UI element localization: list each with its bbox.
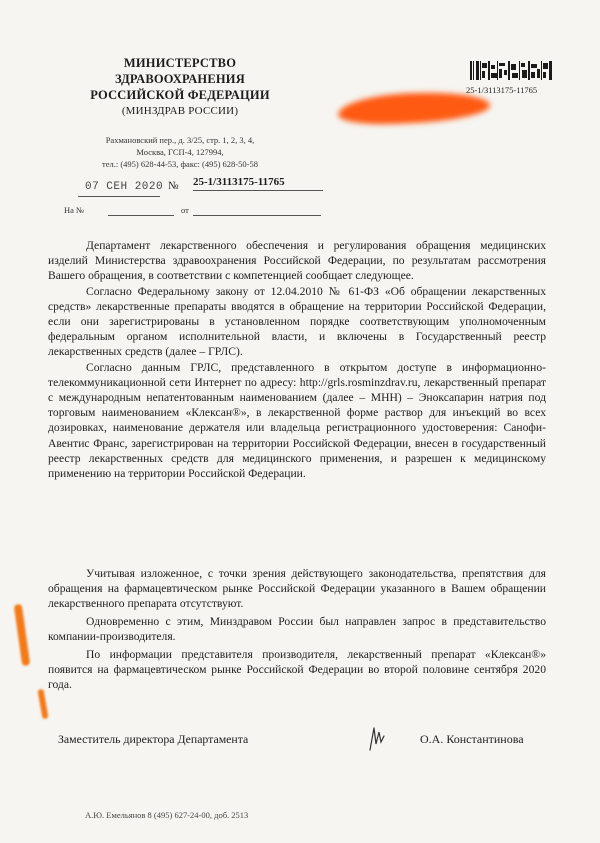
reply-to-label: На № <box>64 205 85 215</box>
executor-contact: А.Ю. Емельянов 8 (495) 627-24-00, доб. 2513 <box>85 810 249 820</box>
paragraph-3: Согласно данным ГРЛС, представленного в открытом доступе в информационно-телекоммуникационной сети Интернет по адресу: http://grls.rosminzdrav.ru, лекарственный препарат с международным непатентованным наименованием (далее – МНН) – Эноксапарин натрия под торговым наименованием «Клексан®», в лекарственной форме раствор для инъекций во всех дозировках, наименование держателя или владельца регистрационного удостоверения: Санофи-Авентис Франс, зарегистрирован на территории Российской Федерации, внесен в государственный реестр лекарственных средств для медицинского применения, и разрешен к медицинскому применению на территории Российской Федерации. <box>48 360 546 481</box>
header-line-1: МИНИСТЕРСТВО <box>123 56 237 70</box>
handwritten-signature <box>366 722 388 752</box>
signatory-position: Заместитель директора Департамента <box>58 732 249 746</box>
letter-body-info <box>48 647 546 693</box>
header-line-2: ЗДРАВООХРАНЕНИЯ <box>115 72 245 86</box>
paragraph-4: Учитывая изложенное, с точки зрения действующего законодательства, препятствия для обращения на фармацевтическом рынке Российской Федерации указанного в Вашем обращении лекарственного препарата отсутствуют. <box>48 567 546 611</box>
highlight-marker-stroke <box>14 604 31 667</box>
paragraph-5: Одновременно с этим, Минздравом России был направлен запрос в представительство компании-производителя. <box>48 615 546 644</box>
reply-date-line <box>193 215 321 216</box>
barcode-image <box>470 61 552 80</box>
barcode-number: 25-1/3113175-11765 <box>466 85 538 95</box>
outgoing-date: 07 СЕН 2020 <box>85 181 164 193</box>
highlight-marker-stroke-small <box>37 689 48 720</box>
outgoing-number: 25-1/3113175-11765 <box>193 176 323 191</box>
paragraph-2: Согласно Федеральному закону от 12.04.2010 № 61-ФЗ «Об обращении лекарственных средств» лекарственные препараты вводятся в обращение на территории Российской Федерации, если они зарегистрированы в установленном порядке соответствующим уполномоченным федеральным органом исполнительной власти, и включены в Государственный реестр лекарственных средств (далее – ГРЛС). <box>48 284 546 359</box>
redaction-mark <box>337 89 490 127</box>
ministry-header <box>60 55 300 119</box>
reply-number-line <box>108 215 174 216</box>
ministry-address <box>70 134 290 170</box>
address-line-1: Рахмановский пер., д. 3/25, стр. 1, 2, 3, 4, <box>105 135 255 145</box>
letter-body <box>48 238 546 481</box>
header-line-4: (МИНЗДРАВ РОССИИ) <box>121 105 239 117</box>
header-line-3: РОССИЙСКОЙ ФЕДЕРАЦИИ <box>90 88 270 102</box>
reply-date-label: от <box>181 205 189 215</box>
letter-body-request <box>48 614 546 644</box>
address-line-2: Москва, ГСП-4, 127994, <box>136 147 224 157</box>
signatory-name: О.А. Константинова <box>420 732 524 746</box>
paragraph-1: Департамент лекарственного обеспечения и регулирования обращения медицинских изделий Министерства здравоохранения Российской Федерации, по результатам рассмотрения Вашего обращения, в соответствии с компетенцией сообщает следующее. <box>48 239 546 283</box>
letter-body-conclusion <box>48 566 546 612</box>
number-sign: № <box>168 180 179 192</box>
address-line-3: тел.: (495) 628-44-53, факс: (495) 628-50-58 <box>102 159 258 169</box>
paragraph-6: По информации представителя производителя, лекарственный препарат «Клексан®» появится на фармацевтическом рынке Российской Федерации во второй половине сентября 2020 года. <box>48 648 546 692</box>
date-underline <box>78 196 160 197</box>
